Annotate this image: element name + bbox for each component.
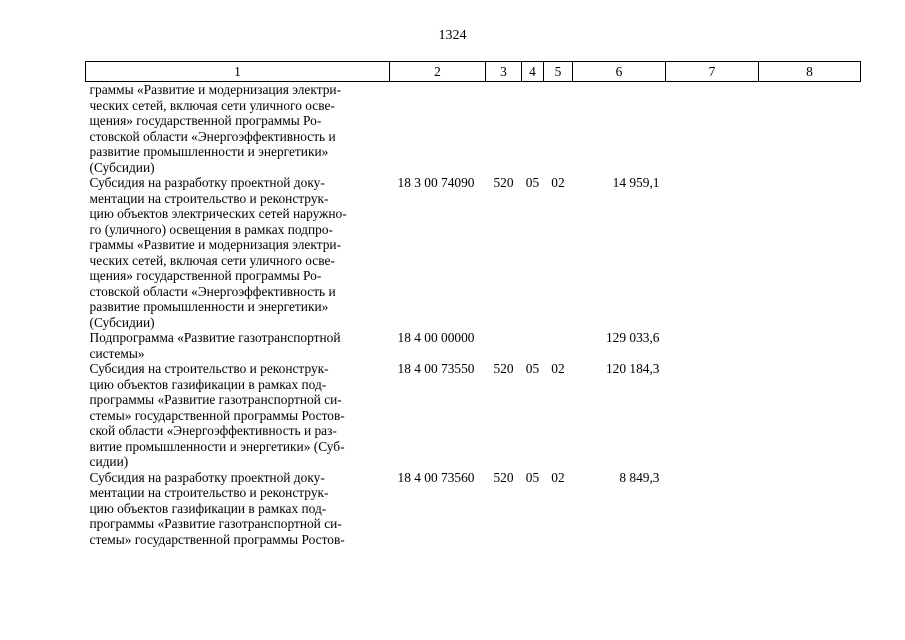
column-header-7: 7: [666, 62, 759, 82]
column-header-5: 5: [544, 62, 573, 82]
column-header-2: 2: [390, 62, 486, 82]
row-subsection: [544, 82, 573, 176]
column-header-1: 1: [86, 62, 390, 82]
row-col7: [666, 361, 759, 470]
row-col8: [759, 82, 861, 176]
row-expense-type: 520: [493, 469, 514, 485]
row-subsection: 02: [551, 469, 565, 485]
row-name: Субсидия на разработку проектной доку- ментации на строительство и реконструк- цию объектов газификации в рамках под- программы «Развитие газотранспортной си- стемы» государственной программы Ростов-: [89, 469, 345, 547]
row-target-code: 18 4 00 00000: [397, 330, 475, 345]
row-expense-type: [486, 82, 522, 176]
row-target-code: 18 4 00 73560: [397, 469, 475, 485]
row-col7: [666, 82, 759, 176]
row-name: Подпрограмма «Развитие газотранспортной системы»: [89, 330, 341, 361]
row-name: Субсидия на строительство и реконструк- цию объектов газификации в рамках под- программы «Развитие газотранспортной си- стемы» государственной программы Ростов- ской области «Энергоэффективность и раз- витие промышленности и энергетики» (Суб- сидии): [89, 361, 345, 469]
row-col7: [666, 330, 759, 361]
row-col7: [666, 470, 759, 548]
row-amount: 129 033,6: [605, 330, 660, 345]
table-row: [86, 361, 861, 470]
row-amount: [573, 82, 666, 176]
row-name: Субсидия на разработку проектной доку- ментации на строительство и реконструк- цию объектов электрических сетей наружно- го (уличного) освещения в рамках подпро- граммы «Развитие и модернизация электри- ческих сетей, включая сети уличного осве- щения» государственной программы Ро- стовской области «Энергоэффективность и развитие промышленности и энергетики» (Субсидии): [89, 175, 347, 330]
row-section: [522, 82, 544, 176]
row-target-code: [390, 82, 486, 176]
row-expense-type: [486, 330, 522, 361]
table-row: [86, 470, 861, 548]
row-section: 05: [525, 469, 540, 485]
row-subsection: 02: [551, 361, 565, 376]
table-row: [86, 82, 861, 176]
page-number: 1324: [438, 28, 467, 43]
row-amount: 8 849,3: [619, 469, 660, 485]
row-col7: [666, 175, 759, 330]
row-col8: [759, 330, 861, 361]
table-row: [86, 330, 861, 361]
table-header: [86, 62, 861, 82]
row-section: 05: [525, 361, 540, 376]
row-expense-type: 520: [493, 361, 514, 376]
table-row: [86, 175, 861, 330]
row-subsection: 02: [551, 175, 565, 190]
row-section: 05: [525, 175, 540, 190]
header-row: [86, 62, 861, 82]
row-amount: 14 959,1: [612, 175, 660, 190]
column-header-3: 3: [486, 62, 522, 82]
row-name: граммы «Развитие и модернизация электри- ческих сетей, включая сети уличного осве- щения» государственной программы Ро- стовской области «Энергоэффективность и развитие промышленности и энергетики» (Субсидии): [89, 82, 342, 175]
row-col8: [759, 175, 861, 330]
budget-table: [85, 61, 861, 547]
row-col8: [759, 361, 861, 470]
row-expense-type: 520: [493, 175, 514, 190]
row-col8: [759, 470, 861, 548]
column-header-4: 4: [522, 62, 544, 82]
column-header-8: 8: [759, 62, 861, 82]
row-subsection: [544, 330, 573, 361]
row-amount: 120 184,3: [605, 361, 660, 376]
table-body: [86, 82, 861, 548]
row-target-code: 18 4 00 73550: [397, 361, 475, 376]
row-target-code: 18 3 00 74090: [397, 175, 475, 190]
column-header-6: 6: [573, 62, 666, 82]
row-section: [522, 330, 544, 361]
